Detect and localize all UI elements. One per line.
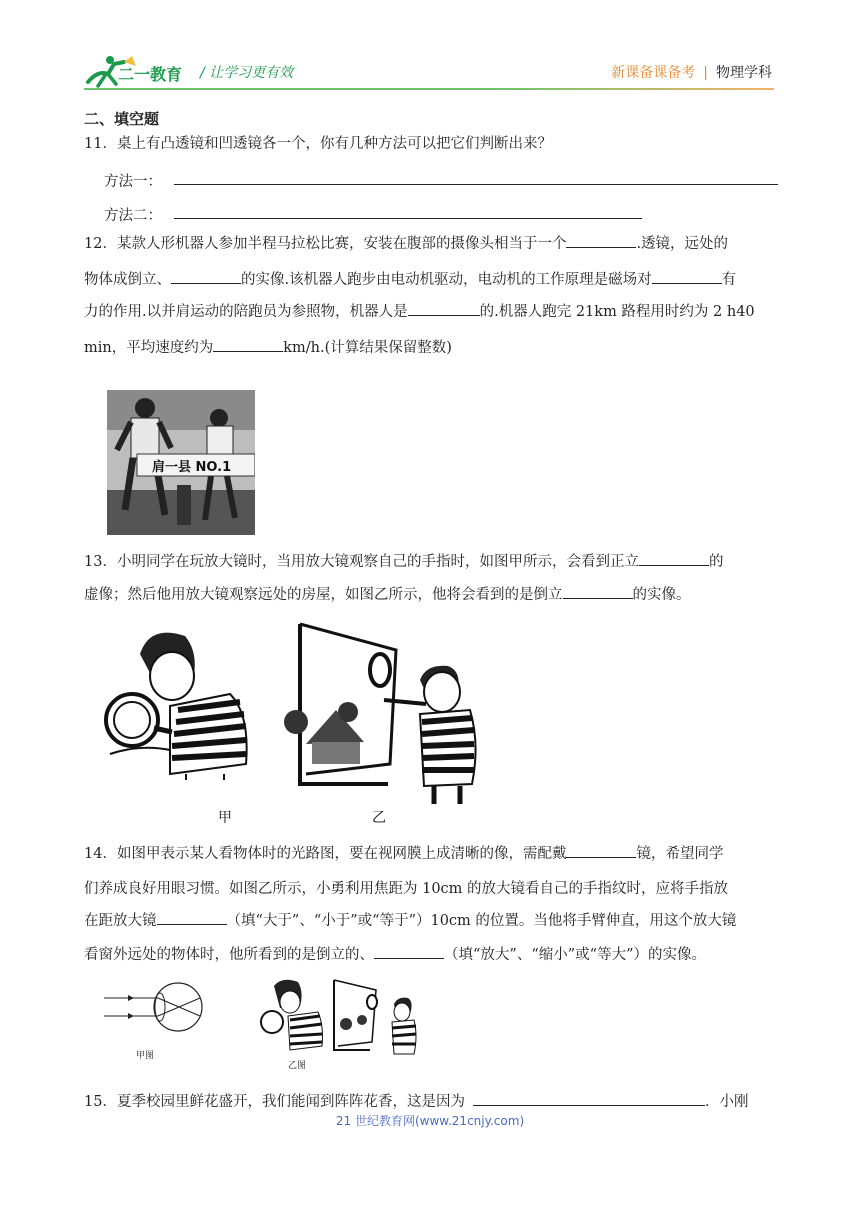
section-title: 二、填空题: [84, 110, 160, 128]
method-2-label: 方法二：: [104, 208, 162, 224]
q14-text: （填“大于”、“小于”或“等于”）10cm 的位置。当他将手臂伸直，用这个放大镜: [226, 913, 737, 929]
question-14-line-2: 们养成良好用眼习惯。如图乙所示，小勇利用焦距为 10cm 的放大镜看自己的手指纹时，应将手指放: [84, 881, 729, 897]
figure-label-a: 甲: [218, 810, 232, 826]
magnifier-small-figure: [258, 976, 422, 1072]
q13-text: 的实像。: [632, 587, 691, 603]
q12-text: 力的作用.以并肩运动的陪跑员为参照物，机器人是: [84, 304, 408, 320]
q12-blank-3[interactable]: [652, 265, 722, 284]
q13-text: 13．小明同学在玩放大镜时，当用放大镜观察自己的手指时，如图甲所示，会看到正立: [84, 554, 639, 570]
question-12-line-3: [84, 297, 755, 327]
header-subject-label: 物理学科: [716, 65, 772, 81]
robot-marathon-photo: [107, 390, 255, 535]
method-1-answer-line[interactable]: [174, 184, 778, 185]
q13-text: 虚像；然后他用放大镜观察远处的房屋，如图乙所示，他将会看到的是倒立: [84, 587, 563, 603]
question-13-line-2: [84, 580, 691, 610]
q12-text: .透镜，远处的: [636, 236, 729, 252]
question-12-line-1: [84, 229, 728, 259]
header-subject: [611, 62, 772, 82]
q15-text: ．小刚: [704, 1094, 749, 1110]
header-slogan: / 让学习更有效: [200, 65, 294, 81]
window-with-house: [284, 624, 396, 784]
page-footer: 21 世纪教育网(www.21cnjy.com): [335, 1114, 525, 1128]
q14-blank-3[interactable]: [374, 940, 444, 959]
q12-text: 的.机器人跑完 21km 路程用时约为 2 h40: [479, 304, 755, 320]
logo-text: 二一教育: [118, 65, 183, 84]
question-11: 11．桌上有凸透镜和凹透镜各一个，你有几种方法可以把它们判断出来？: [84, 136, 552, 152]
question-14-line-3: [84, 906, 736, 936]
q12-blank-5[interactable]: [213, 333, 283, 352]
q14-blank-2[interactable]: [157, 906, 227, 925]
q14-text: 看窗外远处的物体时，他所看到的是倒立的、: [84, 947, 374, 963]
boy-figure-label: 乙图: [288, 1061, 307, 1071]
q15-blank-1[interactable]: [473, 1087, 705, 1106]
svg-text:肩一县 NO.1: 肩一县 NO.1: [152, 460, 232, 475]
question-14-line-4: [84, 940, 706, 970]
q12-blank-1[interactable]: [566, 229, 636, 248]
q12-text: min，平均速度约为: [84, 340, 214, 356]
q12-text: 有: [721, 272, 737, 288]
eye-figure-label: 甲图: [136, 1051, 155, 1061]
header-divider: [84, 88, 774, 90]
question-12-line-2: [84, 265, 736, 295]
q12-blank-2[interactable]: [171, 265, 241, 284]
method-2-answer-line[interactable]: [174, 218, 642, 219]
q12-text: 物体成倒立、: [84, 272, 171, 288]
header-course-label: 新课备课备考: [611, 65, 696, 81]
magnifier-figure: [100, 614, 490, 834]
method-1-label: 方法一：: [104, 174, 162, 190]
eye-ray-diagram: [104, 980, 214, 1066]
boy-with-magnifier-b: [370, 654, 476, 804]
q12-text: 的实像.该机器人跑步由电动机驱动，电动机的工作原理是磁场对: [241, 272, 652, 288]
q13-text: 的: [708, 554, 724, 570]
question-13-line-1: [84, 547, 723, 577]
figure-label-b: 乙: [372, 810, 386, 826]
page-header: [0, 0, 860, 100]
question-14-line-1: [84, 839, 723, 869]
boy-with-magnifier-a: [106, 633, 247, 780]
q15-text: 15．夏季校园里鲜花盛开，我们能闻到阵阵花香，这是因为: [84, 1094, 465, 1110]
q14-text: （填“放大”、“缩小”或“等大”）的实像。: [444, 947, 706, 963]
q12-text: km/h.(计算结果保留整数): [283, 340, 452, 356]
q14-blank-1[interactable]: [566, 839, 636, 858]
q14-text: 在距放大镜: [84, 913, 157, 929]
q13-blank-1[interactable]: [639, 547, 709, 566]
q14-text: 镜，希望同学: [636, 846, 724, 862]
q12-blank-4[interactable]: [408, 297, 480, 316]
q14-text: 14．如图甲表示某人看物体时的光路图，要在视网膜上成清晰的像，需配戴: [84, 846, 567, 862]
question-12-line-4: [84, 333, 452, 363]
header-separator: |: [703, 65, 708, 81]
q12-text: 12．某款人形机器人参加半程马拉松比赛，安装在腹部的摄像头相当于一个: [84, 236, 567, 252]
q13-blank-2[interactable]: [563, 580, 633, 599]
